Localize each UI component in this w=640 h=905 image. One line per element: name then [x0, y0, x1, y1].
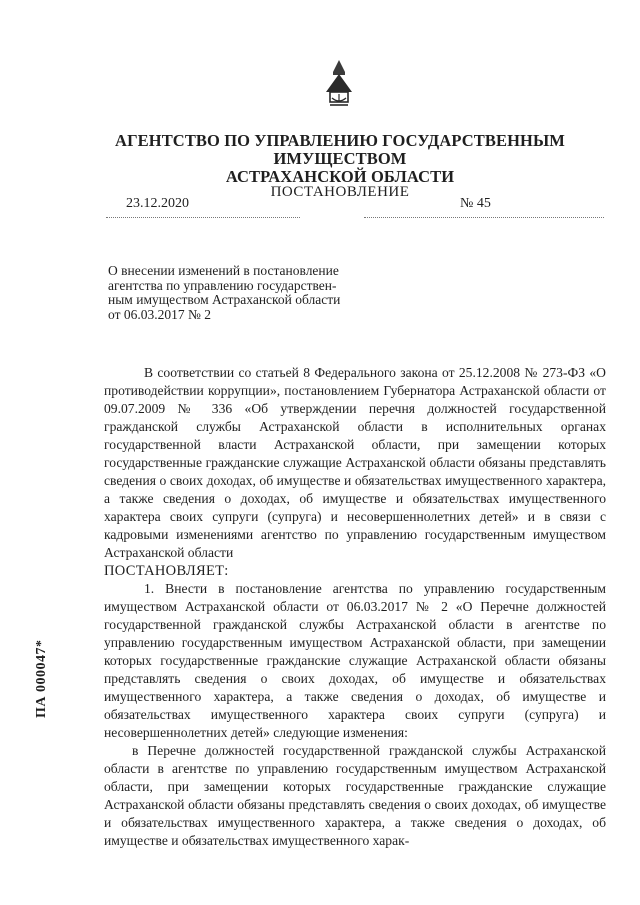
document-subject [108, 264, 370, 322]
date-underline [106, 217, 300, 218]
subject-line: ным имуществом Астраханской области [108, 292, 341, 308]
document-number: № 45 [460, 196, 491, 211]
resolve-heading: ПОСТАНОВЛЯЕТ: [104, 563, 229, 579]
margin-registration-stamp: ПА 000047* [34, 639, 49, 718]
number-underline [364, 217, 604, 218]
agency-title-line2: АСТРАХАНСКОЙ ОБЛАСТИ [225, 167, 455, 186]
document-date: 23.12.2020 [126, 196, 189, 211]
coat-of-arms-icon [324, 58, 354, 108]
document-type: ПОСТАНОВЛЕНИЕ [270, 184, 410, 200]
subject-line: О внесении изменений в постановление [108, 263, 339, 278]
subject-line: агентства по управлению государствен- [108, 277, 337, 293]
agency-title-line1: АГЕНТСТВО ПО УПРАВЛЕНИЮ ГОСУДАРСТВЕННЫМ ИМУЩЕСТВОМ [115, 131, 565, 168]
subject-line: от 06.03.2017 № 2 [108, 306, 211, 322]
preamble-paragraph: В соответствии со статьей 8 Федерального закона от 25.12.2008 № 273-ФЗ «О противодействии коррупции», постановлением Губернатора Астраханской области от 09.07.2009 № 336 «Об утверждении перечня должностей государственной гражданской службы Астраханской области в исполнительных органах государственной власти Астраханской области, при замещении которых государственные гражданские служащие Астраханской области обязаны представлять сведения о своих доходах, об имуществе и обязательствах имущественного характера, а также сведения о доходах, об имуществе и обязательствах имущественного характера своих супруги (супруга) и несовершеннолетних детей» и в связи с кадровыми изменениями агентство по управлению государственным имуществом Астраханской области [104, 365, 606, 560]
agency-title [60, 132, 620, 186]
document-body [104, 364, 606, 850]
item-1-paragraph: 1. Внести в постановление агентства по управлению государственным имуществом Астраханской области от 06.03.2017 № 2 «О Перечне должностей государственной гражданской службы Астраханской области в агентстве по управлению государственным имуществом Астраханской области, при замещении которых государственные гражданские служащие Астраханской области обязаны представлять сведения о своих доходах, об имуществе и обязательствах имущественного характера, а также сведения о доходах, об имуществе и обязательствах имущественного характера своих супруги (супруга) и несовершеннолетних детей» следующие изменения: [104, 581, 606, 740]
item-1-subparagraph: в Перечне должностей государственной гражданской службы Астраханской области в агентстве по управлению государственным имуществом Астраханской области, при замещении которых государственные гражданские служащие Астраханской области обязаны представлять сведения о своих доходах, об имуществе и обязательствах имущественного характера, а также сведения о доходах, об имуществе и обязательствах имущественного харак- [104, 743, 606, 848]
